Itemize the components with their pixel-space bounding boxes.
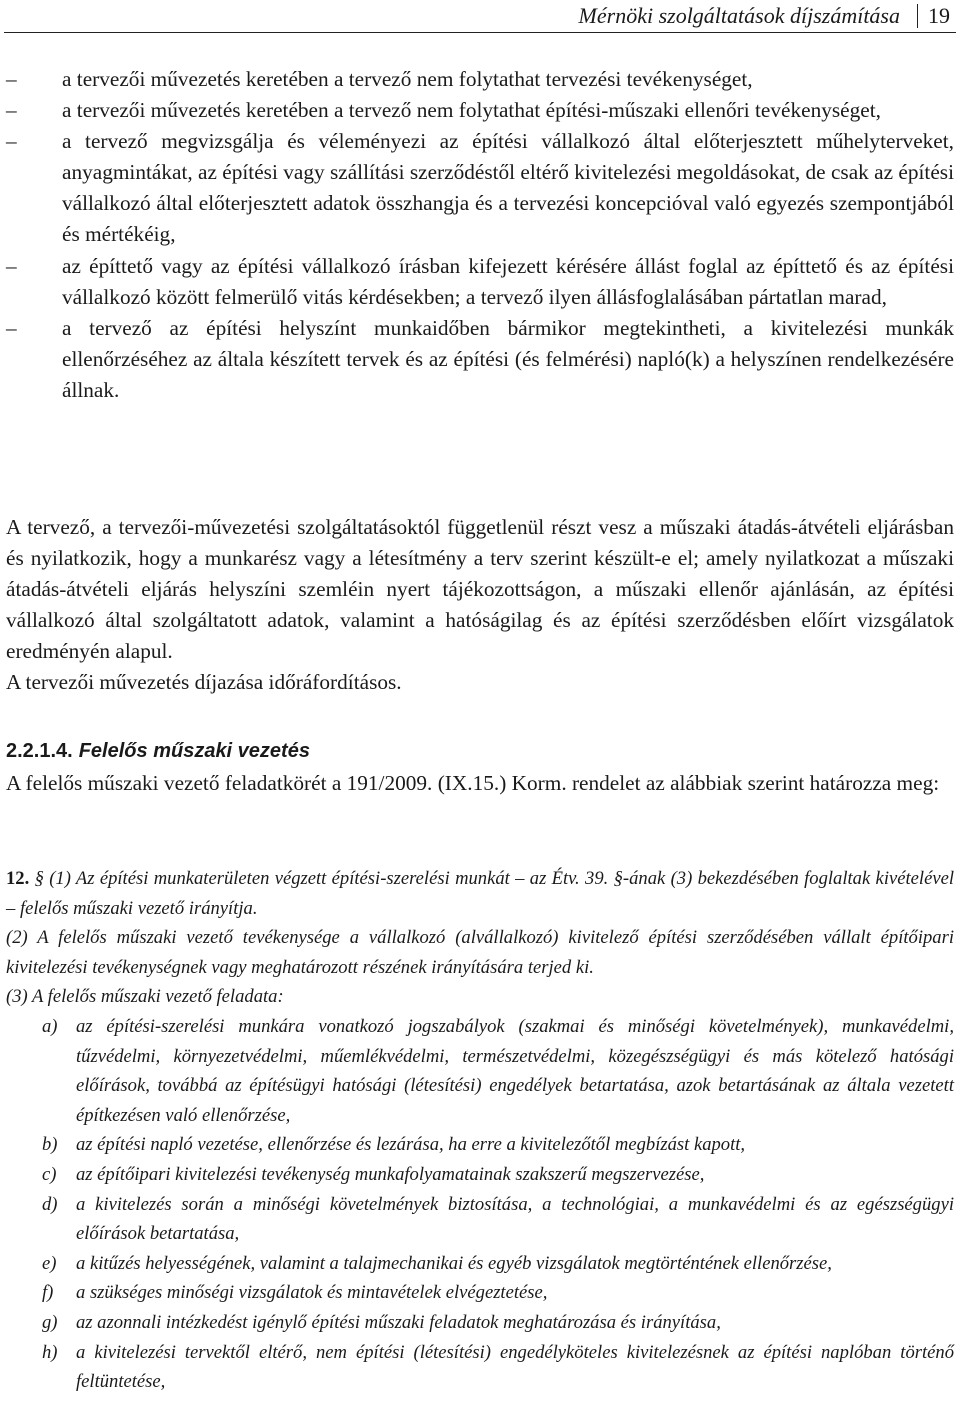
item-text: a szükséges minőségi vizsgálatok és mintavételek elvégeztetése,: [76, 1282, 548, 1304]
main-paragraph: [6, 512, 954, 698]
regulation-paragraph-3: (3) A felelős műszaki vezető feladata:: [6, 986, 284, 1008]
item-text: a kivitelezés során a minőségi követelmények biztosítása, a technológiai, a munkavédelmi és az egészségügyi előírások betartatása,: [76, 1193, 954, 1245]
page-header: [0, 0, 960, 34]
lettered-item: [6, 1308, 954, 1338]
regulation-quote: [6, 864, 954, 1397]
section-sign: §: [34, 868, 44, 889]
item-text: a kivitelezési tervektől eltérő, nem építési (létesítési) engedélyköteles kivitelezésnek az építési naplóban történő feltüntetése,: [76, 1341, 954, 1393]
item-text: az építési napló vezetése, ellenőrzése és lezárása, ha erre a kivitelezőtől megbízást kapott,: [76, 1134, 746, 1156]
dash-marker: –: [6, 129, 17, 154]
lettered-item: [6, 1160, 954, 1190]
item-text: a kitűzés helyességének, valamint a talajmechanikai és egyéb vizsgálatok megtörténtének ellenőrzése,: [76, 1252, 832, 1274]
section-intro: A felelős műszaki vezető feladatkörét a 191/2009. (IX.15.) Korm. rendelet az alábbiak szerint határozza meg:: [6, 771, 940, 795]
lettered-list: [6, 1012, 954, 1397]
item-letter: a): [42, 1015, 58, 1037]
dash-marker: –: [6, 98, 17, 123]
list-item: [6, 251, 954, 313]
dash-marker: –: [6, 67, 17, 91]
regulation-text-1: (1) Az építési munkaterületen végzett építési-szerelési munkát – az Étv. 39. §-ának (3) bekezdésében foglaltak kivételével – felelős műszaki vezető irányítja.: [6, 868, 954, 919]
item-letter: e): [42, 1252, 57, 1274]
lettered-item: [6, 1012, 954, 1130]
list-item: [6, 313, 954, 406]
regulation-paragraph-1: [6, 864, 954, 923]
dash-marker: –: [6, 253, 17, 278]
item-letter: b): [42, 1134, 58, 1156]
section-number: 2.2.1.4.: [6, 740, 73, 762]
item-text: az építési-szerelési munkára vonatkozó jogszabályok (szakmai és minőségi követelmények), munkavédelmi, tűzvédelmi, környezetvédelmi, műemlékvédelmi, természetvédelmi, közegészségügyi és más kötelező hatósági előírások, továbbá az építésügyi hatósági (létesítési) engedélyek betartatása, azok betartásának az általa vezetett építkezésen való ellenőrzése,: [76, 1015, 954, 1126]
item-letter: g): [42, 1311, 58, 1333]
section-heading: [6, 737, 310, 765]
lettered-item: [6, 1190, 954, 1249]
list-item-text: az építtető vagy az építési vállalkozó írásban kifejezett kérésére állást foglal az építtető és az építési vállalkozó között felmerülő vitás kérdésekben; a tervező ilyen állásfoglalásában pártatlan marad,: [62, 253, 954, 309]
header-rule: [4, 32, 956, 33]
paragraph-closing: A tervezői művezetés díjazása időráfordításos.: [6, 670, 402, 694]
dash-list: [6, 64, 954, 406]
item-text: az azonnali intézkedést igénylő építési műszaki feladatok meghatározása és irányítása,: [76, 1311, 721, 1333]
lettered-item: [6, 1130, 954, 1160]
list-item-text: a tervező az építési helyszínt munkaidőben bármikor megtekintheti, a kivitelezési munkák ellenőrzéséhez az általa készített tervek és az építési (és felmérési) napló(k) a helyszínen rendelkezésére állnak.: [62, 315, 954, 402]
item-letter: c): [42, 1163, 57, 1185]
regulation-paragraph-2: (2) A felelős műszaki vezető tevékenysége a vállalkozó (alvállalkozó) kivitelező építési szerződésében vállalt építőipari kivitelezési tevékenységnek vagy meghatározott részének irányítására terjed ki.: [6, 927, 954, 978]
header-separator: [917, 4, 918, 28]
list-item: [6, 126, 954, 250]
paragraph-text: A tervező, a tervezői-művezetési szolgáltatásoktól függetlenül részt vesz a műszaki átadás-átvételi eljárásban és nyilatkozik, hogy a munkarész vagy a létesítmény a terv szerint készült-e el; amely nyilatkozat a műszaki átadás-átvételi eljárás helyszíni szemléin nyert tájékozottságon, a műszaki ellenőr ajánlásán, az építési vállalkozó által szolgáltatott adatok, valamint a hatóságilag és az építési szerződésben előírt vizsgálatok eredményén alapul.: [6, 515, 954, 663]
page-number: 19: [928, 3, 950, 28]
item-letter: f): [42, 1282, 54, 1304]
lettered-item: [6, 1338, 954, 1397]
item-text: az építőipari kivitelezési tevékenység munkafolyamatainak szakszerű megszervezése,: [76, 1163, 705, 1185]
item-letter: d): [42, 1193, 58, 1215]
list-item: [6, 64, 954, 95]
list-item-text: a tervezői művezetés keretében a tervező nem folytathat tervezési tevékenységet,: [62, 67, 753, 91]
section-title: Felelős műszaki vezetés: [78, 740, 310, 762]
running-title: Mérnöki szolgáltatások díjszámítása: [578, 3, 900, 28]
lettered-item: [6, 1278, 954, 1308]
item-letter: h): [42, 1341, 58, 1363]
list-item: [6, 95, 954, 126]
list-item-text: a tervezői művezetés keretében a tervező nem folytathat építési-műszaki ellenőri tevékenységet,: [62, 98, 881, 123]
regulation-number: 12.: [6, 868, 30, 889]
lettered-item: [6, 1249, 954, 1279]
dash-marker: –: [6, 315, 17, 340]
list-item-text: a tervező megvizsgálja és véleményezi az építési vállalkozó által előterjesztett műhelyterveket, anyagmintákat, az építési vagy szállítási szerződéstől eltérő kivitelezési megoldásokat, de csak az építési vállalkozó által előterjesztett adatok összhangja és a tervezési koncepcióval való egyezés szempontjából és mértékéig,: [62, 129, 954, 247]
